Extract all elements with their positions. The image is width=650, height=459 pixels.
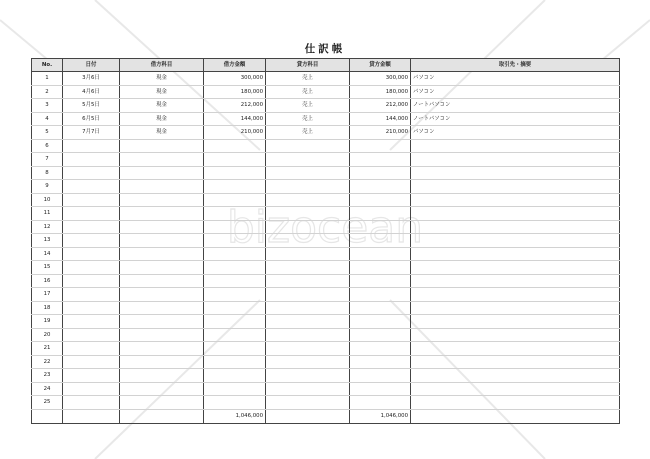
row-memo xyxy=(411,139,620,153)
row-no: 4 xyxy=(32,112,63,126)
row-credit-amount xyxy=(350,207,411,221)
row-no: 1 xyxy=(32,72,63,86)
row-no: 18 xyxy=(32,301,63,315)
row-credit-amount xyxy=(350,315,411,329)
row-debit-amount xyxy=(204,396,266,410)
row-credit-account xyxy=(266,247,350,261)
row-debit-account xyxy=(120,301,204,315)
row-debit-account xyxy=(120,153,204,167)
table-row xyxy=(32,234,620,248)
row-credit-account: 売上 xyxy=(266,99,350,113)
row-credit-account xyxy=(266,328,350,342)
row-credit-amount xyxy=(350,220,411,234)
row-memo xyxy=(411,301,620,315)
row-credit-account xyxy=(266,139,350,153)
row-date xyxy=(63,234,120,248)
row-debit-account xyxy=(120,355,204,369)
row-date: 6月5日 xyxy=(63,112,120,126)
row-debit-amount xyxy=(204,382,266,396)
row-date xyxy=(63,220,120,234)
row-date: 7月7日 xyxy=(63,126,120,140)
row-no: 20 xyxy=(32,328,63,342)
row-debit-account: 現金 xyxy=(120,85,204,99)
row-memo xyxy=(411,193,620,207)
row-date xyxy=(63,355,120,369)
row-debit-amount xyxy=(204,315,266,329)
row-memo: パソコン xyxy=(411,126,620,140)
row-credit-amount xyxy=(350,247,411,261)
row-no: 22 xyxy=(32,355,63,369)
table-row xyxy=(32,315,620,329)
row-debit-account xyxy=(120,234,204,248)
total-cell-debit-account xyxy=(120,409,204,423)
row-credit-account: 売上 xyxy=(266,85,350,99)
total-debit-amount: 1,046,000 xyxy=(204,409,266,423)
row-date xyxy=(63,261,120,275)
table-row xyxy=(32,139,620,153)
row-debit-account: 現金 xyxy=(120,112,204,126)
table-header-row xyxy=(32,59,620,72)
row-debit-account xyxy=(120,396,204,410)
row-debit-amount xyxy=(204,153,266,167)
row-credit-account xyxy=(266,193,350,207)
row-debit-amount: 210,000 xyxy=(204,126,266,140)
row-no: 14 xyxy=(32,247,63,261)
table-row xyxy=(32,301,620,315)
row-memo: ノートパソコン xyxy=(411,99,620,113)
table-row xyxy=(32,207,620,221)
table-row xyxy=(32,153,620,167)
row-debit-amount xyxy=(204,261,266,275)
row-credit-amount xyxy=(350,153,411,167)
row-no: 11 xyxy=(32,207,63,221)
row-no: 9 xyxy=(32,180,63,194)
row-memo xyxy=(411,274,620,288)
row-memo xyxy=(411,382,620,396)
row-debit-amount: 144,000 xyxy=(204,112,266,126)
row-date xyxy=(63,396,120,410)
row-credit-amount: 212,000 xyxy=(350,99,411,113)
row-no: 17 xyxy=(32,288,63,302)
row-credit-amount xyxy=(350,234,411,248)
row-memo xyxy=(411,288,620,302)
row-memo xyxy=(411,220,620,234)
row-credit-amount: 210,000 xyxy=(350,126,411,140)
row-credit-amount: 300,000 xyxy=(350,72,411,86)
row-date xyxy=(63,315,120,329)
table-row xyxy=(32,261,620,275)
row-date xyxy=(63,342,120,356)
row-debit-account xyxy=(120,382,204,396)
table-row xyxy=(32,126,620,140)
table-row xyxy=(32,166,620,180)
row-date xyxy=(63,247,120,261)
row-date xyxy=(63,301,120,315)
row-date xyxy=(63,139,120,153)
row-date xyxy=(63,207,120,221)
row-memo: ノートパソコン xyxy=(411,112,620,126)
row-credit-account xyxy=(266,342,350,356)
row-debit-account xyxy=(120,220,204,234)
row-debit-account xyxy=(120,207,204,221)
table-row xyxy=(32,112,620,126)
table-row xyxy=(32,180,620,194)
row-debit-account xyxy=(120,315,204,329)
row-date xyxy=(63,288,120,302)
total-cell-date xyxy=(63,409,120,423)
row-debit-amount xyxy=(204,234,266,248)
row-credit-account xyxy=(266,396,350,410)
table-row xyxy=(32,328,620,342)
row-no: 24 xyxy=(32,382,63,396)
row-credit-amount xyxy=(350,166,411,180)
row-credit-amount xyxy=(350,180,411,194)
col-header-date: 日付 xyxy=(63,59,120,72)
row-memo xyxy=(411,315,620,329)
row-memo xyxy=(411,328,620,342)
table-row xyxy=(32,355,620,369)
table-row xyxy=(32,85,620,99)
row-debit-account xyxy=(120,328,204,342)
row-memo xyxy=(411,234,620,248)
row-credit-account: 売上 xyxy=(266,72,350,86)
row-memo xyxy=(411,166,620,180)
row-date xyxy=(63,193,120,207)
row-date: 5月5日 xyxy=(63,99,120,113)
col-header-debit-amount: 借方金額 xyxy=(204,59,266,72)
watermark-text: bizocean xyxy=(226,202,424,253)
row-credit-account xyxy=(266,234,350,248)
table-row xyxy=(32,220,620,234)
col-header-debit-account: 借方科目 xyxy=(120,59,204,72)
row-debit-account: 現金 xyxy=(120,126,204,140)
row-debit-amount xyxy=(204,220,266,234)
row-debit-amount: 300,000 xyxy=(204,72,266,86)
total-cell-no xyxy=(32,409,63,423)
row-debit-amount: 180,000 xyxy=(204,85,266,99)
page-title: 仕訳帳 xyxy=(304,43,346,55)
table-row xyxy=(32,342,620,356)
row-credit-amount xyxy=(350,328,411,342)
row-credit-account xyxy=(266,274,350,288)
row-no: 5 xyxy=(32,126,63,140)
table-row xyxy=(32,99,620,113)
row-debit-amount xyxy=(204,207,266,221)
table-row xyxy=(32,72,620,86)
row-no: 10 xyxy=(32,193,63,207)
total-cell-memo xyxy=(411,409,620,423)
table-body xyxy=(32,72,620,410)
row-no: 2 xyxy=(32,85,63,99)
row-credit-account xyxy=(266,153,350,167)
row-credit-account xyxy=(266,382,350,396)
row-credit-amount xyxy=(350,139,411,153)
row-date: 4月6日 xyxy=(63,85,120,99)
row-credit-account xyxy=(266,301,350,315)
row-memo xyxy=(411,369,620,383)
row-date xyxy=(63,166,120,180)
row-credit-account xyxy=(266,207,350,221)
row-debit-amount xyxy=(204,342,266,356)
row-credit-amount xyxy=(350,396,411,410)
table-row xyxy=(32,288,620,302)
row-credit-account xyxy=(266,355,350,369)
row-date xyxy=(63,328,120,342)
col-header-no: No. xyxy=(32,59,63,72)
row-credit-amount xyxy=(350,288,411,302)
row-debit-amount xyxy=(204,139,266,153)
row-debit-account: 現金 xyxy=(120,99,204,113)
row-debit-amount xyxy=(204,369,266,383)
row-debit-account xyxy=(120,166,204,180)
row-credit-amount xyxy=(350,261,411,275)
col-header-credit-account: 貸方科目 xyxy=(266,59,350,72)
row-memo xyxy=(411,180,620,194)
row-credit-amount: 144,000 xyxy=(350,112,411,126)
row-date xyxy=(63,180,120,194)
total-row xyxy=(32,409,620,423)
table-row xyxy=(32,369,620,383)
row-credit-amount xyxy=(350,342,411,356)
total-credit-amount: 1,046,000 xyxy=(350,409,411,423)
row-no: 12 xyxy=(32,220,63,234)
row-memo xyxy=(411,153,620,167)
table-row xyxy=(32,247,620,261)
row-debit-amount xyxy=(204,355,266,369)
journal-table xyxy=(31,58,620,424)
row-no: 16 xyxy=(32,274,63,288)
row-no: 23 xyxy=(32,369,63,383)
col-header-credit-amount: 貸方金額 xyxy=(350,59,411,72)
row-debit-account xyxy=(120,288,204,302)
table-row xyxy=(32,274,620,288)
row-credit-amount xyxy=(350,382,411,396)
row-credit-account xyxy=(266,220,350,234)
row-debit-account xyxy=(120,342,204,356)
row-debit-account xyxy=(120,139,204,153)
table-row xyxy=(32,193,620,207)
row-credit-amount xyxy=(350,355,411,369)
row-credit-amount xyxy=(350,193,411,207)
row-debit-amount xyxy=(204,247,266,261)
row-memo xyxy=(411,261,620,275)
row-credit-account: 売上 xyxy=(266,126,350,140)
row-debit-amount xyxy=(204,328,266,342)
table-row xyxy=(32,396,620,410)
row-debit-amount xyxy=(204,166,266,180)
row-no: 13 xyxy=(32,234,63,248)
row-memo: パソコン xyxy=(411,85,620,99)
row-no: 25 xyxy=(32,396,63,410)
col-header-memo: 取引先・摘要 xyxy=(411,59,620,72)
row-debit-account xyxy=(120,180,204,194)
row-debit-account xyxy=(120,247,204,261)
row-no: 3 xyxy=(32,99,63,113)
row-credit-account xyxy=(266,369,350,383)
row-memo xyxy=(411,207,620,221)
row-memo xyxy=(411,247,620,261)
row-no: 8 xyxy=(32,166,63,180)
row-debit-amount: 212,000 xyxy=(204,99,266,113)
row-memo xyxy=(411,355,620,369)
row-credit-account xyxy=(266,261,350,275)
row-no: 6 xyxy=(32,139,63,153)
row-debit-account xyxy=(120,369,204,383)
row-credit-account xyxy=(266,288,350,302)
row-debit-amount xyxy=(204,193,266,207)
row-debit-account xyxy=(120,193,204,207)
row-debit-account xyxy=(120,261,204,275)
total-cell-credit-account xyxy=(266,409,350,423)
row-debit-account: 現金 xyxy=(120,72,204,86)
row-credit-account: 売上 xyxy=(266,112,350,126)
row-debit-amount xyxy=(204,180,266,194)
row-no: 19 xyxy=(32,315,63,329)
row-memo: パソコン xyxy=(411,72,620,86)
row-credit-amount xyxy=(350,274,411,288)
row-memo xyxy=(411,342,620,356)
row-date xyxy=(63,274,120,288)
row-credit-amount: 180,000 xyxy=(350,85,411,99)
row-no: 15 xyxy=(32,261,63,275)
row-date: 3月6日 xyxy=(63,72,120,86)
row-credit-amount xyxy=(350,301,411,315)
row-date xyxy=(63,153,120,167)
row-debit-amount xyxy=(204,301,266,315)
row-debit-amount xyxy=(204,288,266,302)
row-date xyxy=(63,369,120,383)
row-credit-account xyxy=(266,166,350,180)
row-no: 7 xyxy=(32,153,63,167)
row-date xyxy=(63,382,120,396)
row-debit-account xyxy=(120,274,204,288)
row-credit-account xyxy=(266,180,350,194)
row-memo xyxy=(411,396,620,410)
row-credit-account xyxy=(266,315,350,329)
row-credit-amount xyxy=(350,369,411,383)
table-row xyxy=(32,382,620,396)
row-no: 21 xyxy=(32,342,63,356)
row-debit-amount xyxy=(204,274,266,288)
